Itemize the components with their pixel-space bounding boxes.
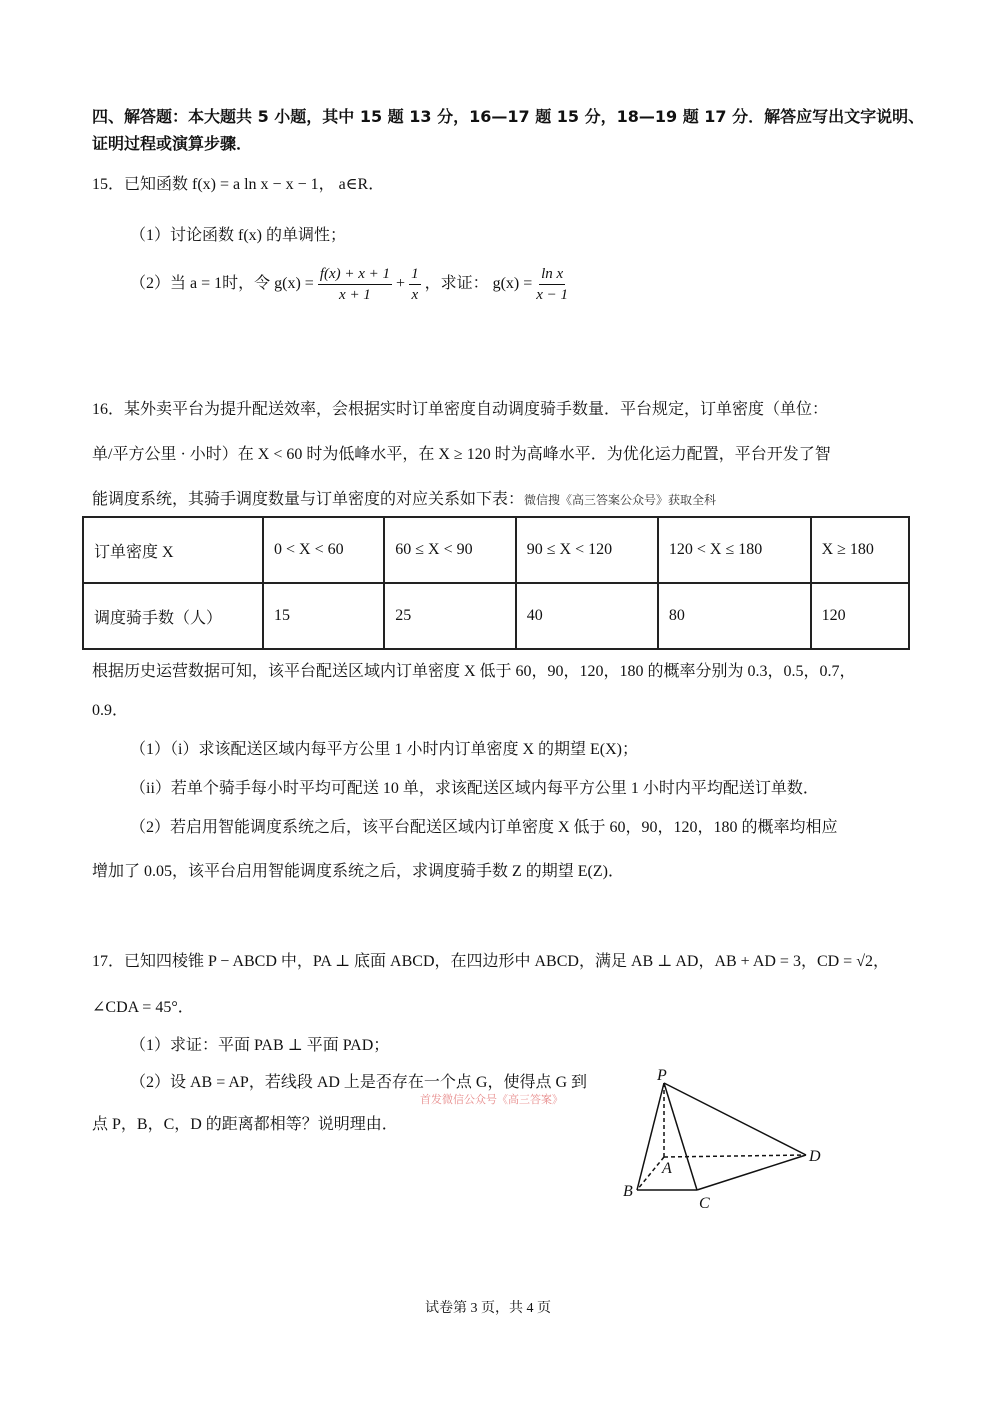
- label-P: P: [657, 1067, 667, 1084]
- edge-PD: [664, 1083, 806, 1155]
- q15-stem: 15．已知函数 f(x) = a ln x − x − 1， a∈R．: [92, 176, 385, 193]
- label-C: C: [699, 1195, 710, 1212]
- denominator: x + 1: [339, 287, 371, 303]
- table-cell: 0 < X < 60: [263, 517, 384, 583]
- q15-p2-prefix: （2）当 a = 1时，令 g(x) =: [130, 275, 314, 293]
- table-cell: 90 ≤ X < 120: [516, 517, 658, 583]
- section-header-line1: 四、解答题：本大题共 5 小题，其中 15 题 13 分，16—17 题 15 分，18—19 题 17 分．解答应写出文字说明、: [92, 107, 925, 126]
- table-cell: 25: [384, 583, 516, 649]
- q17-line1: 17．已知四棱锥 P − ABCD 中，PA ⊥ 底面 ABCD，在四边形中 ABCD，满足 AB ⊥ AD，AB + AD = 3，CD = √2，: [92, 953, 889, 970]
- q16-line2: 单/平方公里 · 小时）在 X < 60 时为低峰水平，在 X ≥ 120 时为高峰水平．为优化运力配置，平台开发了智: [92, 446, 831, 463]
- q16-part1-i: （1）（i）求该配送区域内每平方公里 1 小时内订单密度 X 的期望 E(X)；: [130, 741, 638, 758]
- table-cell: 120 < X ≤ 180: [658, 517, 811, 583]
- table-cell: 40: [516, 583, 658, 649]
- q17-line2: ∠CDA = 45°．: [92, 999, 194, 1016]
- watermark-text: 微信搜《高三答案公众号》获取全科: [524, 493, 717, 507]
- label-D: D: [809, 1148, 821, 1165]
- q17-part2b: 点 P，B，C，D 的距离都相等？说明理由．: [92, 1116, 398, 1133]
- table-cell: 60 ≤ X < 90: [384, 517, 516, 583]
- edge-CD: [697, 1155, 806, 1190]
- plus: +: [396, 275, 406, 293]
- q16-part2a: （2）若启用智能调度系统之后，该平台配送区域内订单密度 X 低于 60，90，120，180 的概率均相应: [130, 819, 838, 836]
- q15-part1: （1）讨论函数 f(x) 的单调性；: [130, 227, 346, 244]
- numerator: 1: [409, 264, 421, 285]
- edge-AD: [664, 1155, 806, 1157]
- q15-p2-mid: ，求证： g(x) =: [424, 275, 533, 293]
- numerator: f(x) + x + 1: [318, 264, 392, 285]
- q16-part2b: 增加了 0.05，该平台启用智能调度系统之后，求调度骑手数 Z 的期望 E(Z)．: [92, 863, 624, 880]
- watermark-text: 首发微信公众号《高三答案》: [420, 1094, 563, 1106]
- label-B: B: [623, 1183, 633, 1200]
- table-cell: 120: [811, 583, 909, 649]
- label-A: A: [662, 1160, 672, 1177]
- q17-part1: （1）求证：平面 PAB ⊥ 平面 PAD；: [130, 1037, 390, 1054]
- q17-part2a: （2）设 AB = AP，若线段 AD 上是否存在一个点 G，使得点 G 到: [130, 1074, 588, 1091]
- numerator: ln x: [539, 264, 565, 285]
- section-header-line2: 证明过程或演算步骤．: [92, 134, 253, 153]
- q16-after2: 0.9．: [92, 702, 129, 719]
- row-header: 调度骑手数（人）: [83, 583, 263, 649]
- q16-line1: 16．某外卖平台为提升配送效率，会根据实时订单密度自动调度骑手数量．平台规定，订单密度（单位：: [92, 401, 829, 418]
- table-cell: 15: [263, 583, 384, 649]
- q16-part1-ii: （ii）若单个骑手每小时平均可配送 10 单，求该配送区域内每平方公里 1 小时内平均配送订单数．: [130, 780, 819, 797]
- page-footer: 试卷第 3 页，共 4 页: [425, 1301, 551, 1316]
- denominator: x: [411, 287, 419, 303]
- table-cell: 80: [658, 583, 811, 649]
- row-header: 订单密度 X: [83, 517, 263, 583]
- table-cell: X ≥ 180: [811, 517, 909, 583]
- denominator: x − 1: [536, 287, 569, 303]
- q16-after1: 根据历史运营数据可知，该平台配送区域内订单密度 X 低于 60，90，120，180 的概率分别为 0.3，0.5，0.7，: [92, 663, 856, 680]
- q16-line3-text: 能调度系统，其骑手调度数量与订单密度的对应关系如下表：: [92, 491, 525, 508]
